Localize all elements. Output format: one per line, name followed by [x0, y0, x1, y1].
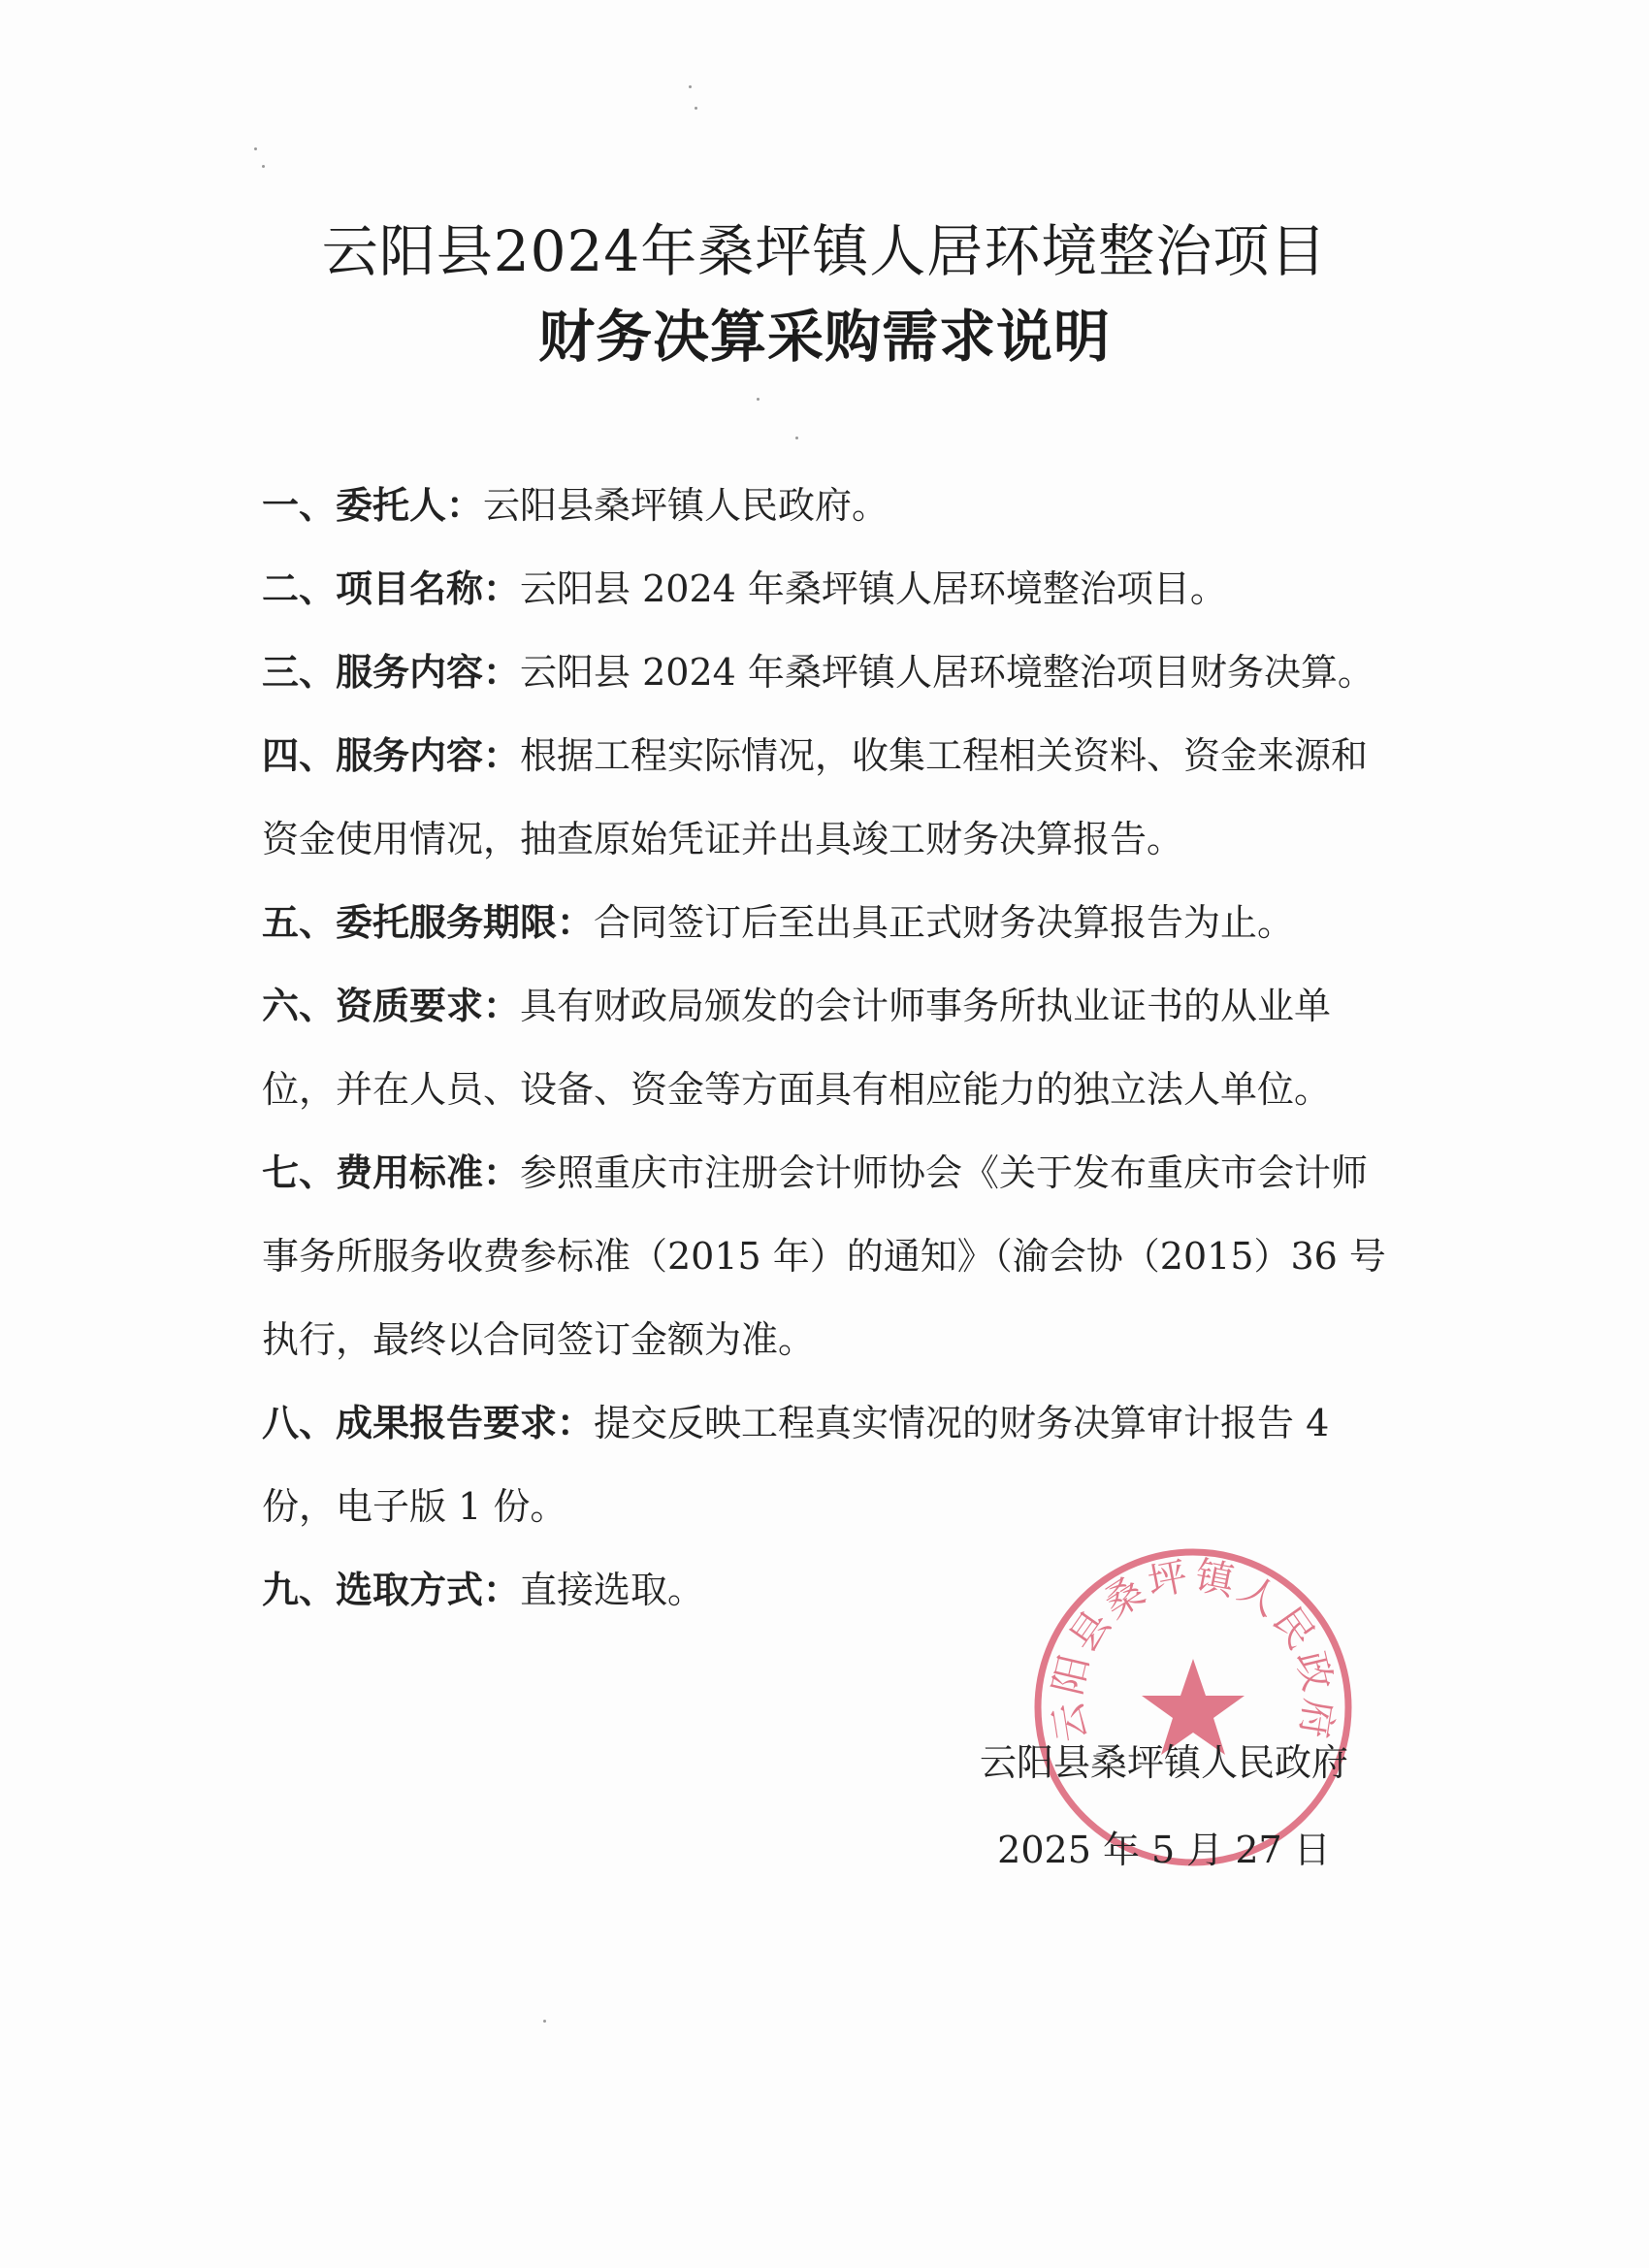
item-6-text: 具有财政局颁发的会计师事务所执业证书的从业单位，并在人员、设备、资金等方面具有相应能力的独立法人单位。 — [262, 985, 1332, 1111]
item-8 — [262, 1381, 1387, 1548]
scan-speck — [262, 165, 265, 168]
signature-organization: 云阳县桑坪镇人民政府 — [979, 1741, 1348, 1784]
item-5-text: 合同签订后至出具正式财务决算报告为止。 — [594, 901, 1295, 944]
item-9-text: 直接选取。 — [520, 1569, 705, 1611]
item-5 — [262, 881, 1387, 964]
item-8-label: 八、成果报告要求： — [262, 1401, 595, 1444]
scan-speck — [695, 107, 697, 110]
item-7-label: 七、费用标准： — [262, 1150, 521, 1194]
scan-speck — [795, 437, 798, 439]
item-1-label: 一、委托人： — [262, 483, 484, 527]
item-7-text: 参照重庆市注册会计师协会《关于发布重庆市会计师事务所服务收费参标准（2015 年）的通知》（渝会协（2015）36 号执行，最终以合同签订金额为准。 — [262, 1151, 1386, 1361]
item-1 — [262, 464, 1387, 547]
scan-speck — [254, 147, 257, 150]
document-title-line1: 云阳县2024年桑坪镇人居环境整治项目 — [321, 218, 1328, 284]
item-2-label: 二、项目名称： — [262, 567, 521, 610]
item-1-text: 云阳县桑坪镇人民政府。 — [483, 484, 889, 527]
signature-date: 2025 年 5 月 27 日 — [997, 1829, 1331, 1871]
scan-speck — [543, 2020, 546, 2023]
scan-speck — [757, 398, 760, 401]
item-4 — [262, 714, 1387, 881]
item-5-label: 五、委托服务期限： — [262, 900, 595, 944]
item-3-label: 三、服务内容： — [262, 650, 521, 694]
item-4-label: 四、服务内容： — [262, 733, 521, 777]
item-4-text: 根据工程实际情况，收集工程相关资料、资金来源和资金使用情况，抽查原始凭证并出具竣工财务决算报告。 — [262, 734, 1369, 860]
item-3-text: 云阳县 2024 年桑坪镇人居环境整治项目财务决算。 — [520, 651, 1374, 694]
document-title-line2: 财务决算采购需求说明 — [537, 304, 1111, 370]
item-9-label: 九、选取方式： — [262, 1568, 521, 1611]
item-3 — [262, 631, 1387, 714]
item-7 — [262, 1131, 1387, 1381]
seal-text: 云阳县桑坪镇人民政府 — [1045, 1553, 1342, 1745]
item-2 — [262, 547, 1387, 631]
item-6-label: 六、资质要求： — [262, 984, 521, 1027]
item-2-text: 云阳县 2024 年桑坪镇人居环境整治项目。 — [520, 567, 1227, 610]
scan-speck — [689, 85, 692, 88]
item-8-text: 提交反映工程真实情况的财务决算审计报告 4 份，电子版 1 份。 — [262, 1402, 1330, 1528]
item-6 — [262, 964, 1387, 1131]
